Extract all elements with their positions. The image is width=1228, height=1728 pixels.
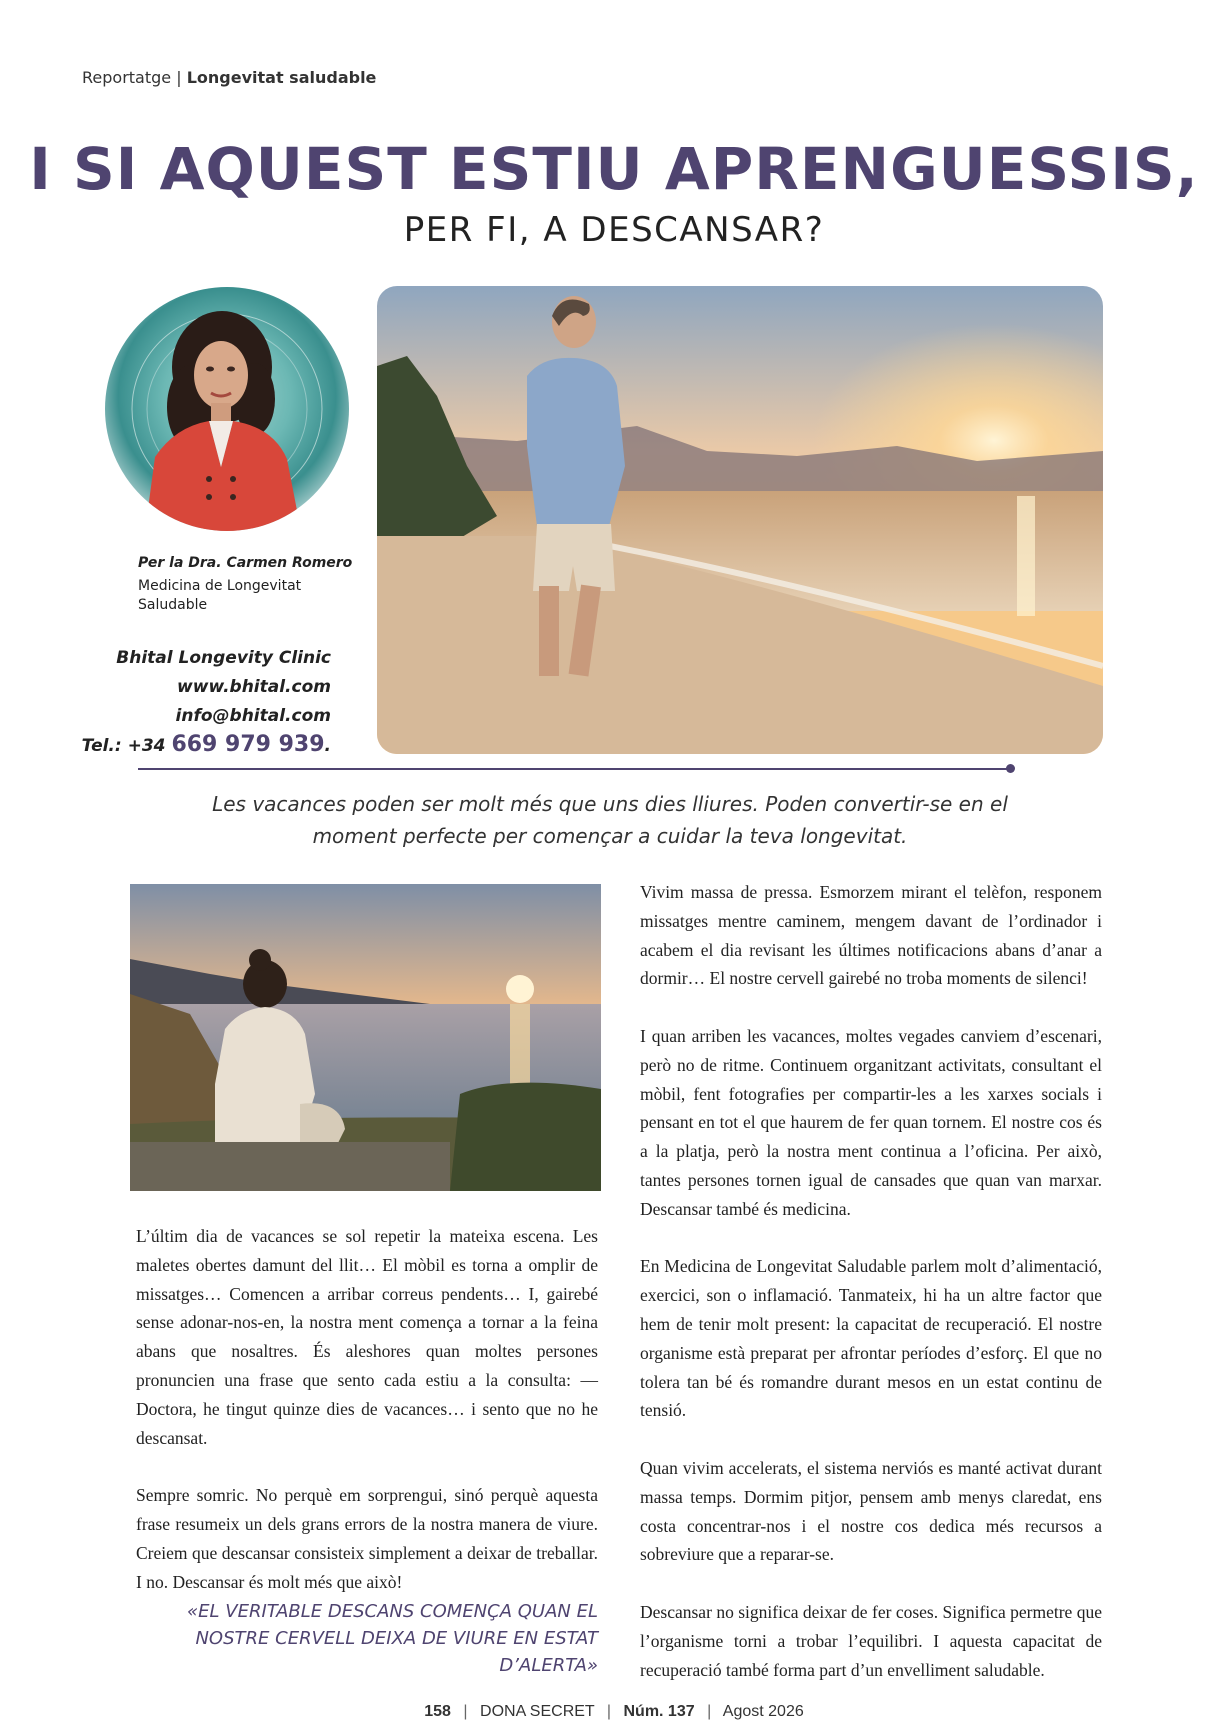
issue-number: Núm. 137 (623, 1703, 695, 1720)
body-paragraph: Quan vivim accelerats, el sistema nerviós es manté activat durant massa temps. Dormim pitjor, pensem amb menys claredat, ens costa concentrar-nos i el nostre cos dedica més recursos a sobreviure que a reparar-se. (640, 1457, 1102, 1565)
clinic-phone (82, 732, 331, 757)
phone-suffix: . (324, 736, 331, 756)
magazine-name: DONA SECRET (480, 1703, 595, 1720)
body-paragraph: L’últim dia de vacances se sol repetir la mateixa escena. Les maletes obertes damunt del llit… El mòbil es torna a omplir de missatges… Comencen a arribar correus pendents… I, gairebé sense adonar-nos-en, la nostra ment comença a tornar a la feina abans que nosaltres. És aleshores quan moltes persones pronuncien una frase que sento cada estiu a la consulta: —Doctora, he tingut quinze dies de vacances… i sento que no he descansat. (136, 1226, 598, 1448)
footer-separator: | (606, 1703, 612, 1720)
author-portrait (105, 287, 349, 531)
author-role: Medicina de Longevitat Saludable (138, 578, 302, 613)
page-number: 158 (424, 1703, 451, 1720)
body-paragraph: En Medicina de Longevitat Saludable parlem molt d’alimentació, exercici, son o inflamació. Tanmateix, hi ha un altre factor que hem de tenir molt present: la capacitat de recuperació. El nostre organisme està preparat per afrontar períodes d’esforç. El que no tolera tan bé és romandre durant mesos en un estat continu de tensió. (640, 1256, 1102, 1421)
headline: I SI AQUEST ESTIU APRENGUESSIS, (29, 135, 1199, 203)
phone-prefix: Tel.: +34 (81, 736, 166, 756)
body-paragraph: I quan arriben les vacances, moltes vegades canviem d’escenari, però no de ritme. Continuem organitzant activitats, consultant el mòbil, fent fotografies per compartir-les a les xarxes socials i pensant en tot el que haurem de fer quan tornem. El nostre cos és a la platja, però la nostra ment continua a l’oficina. Per això, tantes persones tornen igual de cansades que quan van marxar. Descansar també és medicina. (640, 1025, 1102, 1219)
divider-rule (138, 768, 1008, 770)
body-paragraph: Descansar no significa deixar de fer coses. Significa permetre que l’organisme torni a trobar l’equilibri. I aquesta capacitat de recuperació també forma part d’un envelliment saludable. (640, 1601, 1102, 1680)
lead-paragraph: Les vacances poden ser molt més que uns dies lliures. Poden convertir-se en el moment perfecte per començar a cuidar la teva longevitat. (212, 792, 1008, 848)
page-footer (0, 1703, 1228, 1721)
footer-separator: | (463, 1703, 468, 1720)
phone-number[interactable]: 669 979 939 (171, 732, 325, 757)
section-name: Reportatge (82, 68, 172, 87)
author-portrait-illustration (105, 287, 349, 531)
clinic-website[interactable]: www.bhital.com (177, 677, 331, 697)
section-separator: | (176, 68, 182, 87)
hero-photo (377, 286, 1103, 754)
divider-dot (1006, 764, 1015, 773)
sunset-photo (130, 884, 601, 1191)
body-paragraph: Sempre somric. No perquè em sorprengui, sinó perquè aquesta frase resumeix un dels grans errors de la nostra manera de viure. Creiem que descansar consisteix simplement a deixar de treballar. I no. Descansar és molt més que això! (136, 1485, 598, 1592)
author-byline: Per la Dra. Carmen Romero (138, 555, 353, 571)
subheadline: PER FI, A DESCANSAR? (403, 210, 825, 250)
right-column (640, 878, 1102, 1713)
section-topic: Longevitat saludable (186, 68, 377, 87)
hero-beach-illustration (377, 286, 1103, 754)
body-paragraph: Vivim massa de pressa. Esmorzem mirant el telèfon, responem missatges mentre caminem, mengem davant de l’ordinador i acabem el dia revisant les últimes notificacions abans d’anar a dormir… El nostre cervell gairebé no troba moments de silenci! (640, 882, 1102, 989)
issue-date: Agost 2026 (722, 1703, 804, 1720)
sunset-woman-illustration (130, 884, 601, 1191)
section-label (82, 68, 376, 87)
left-column (136, 1222, 598, 1625)
pull-quote: «EL VERITABLE DESCANS COMENÇA QUAN EL NOSTRE CERVELL DEIXA DE VIURE EN ESTAT D’ALERTA» (187, 1601, 598, 1676)
footer-separator: | (707, 1703, 712, 1720)
clinic-email[interactable]: info@bhital.com (175, 706, 331, 726)
clinic-name: Bhital Longevity Clinic (116, 648, 331, 668)
